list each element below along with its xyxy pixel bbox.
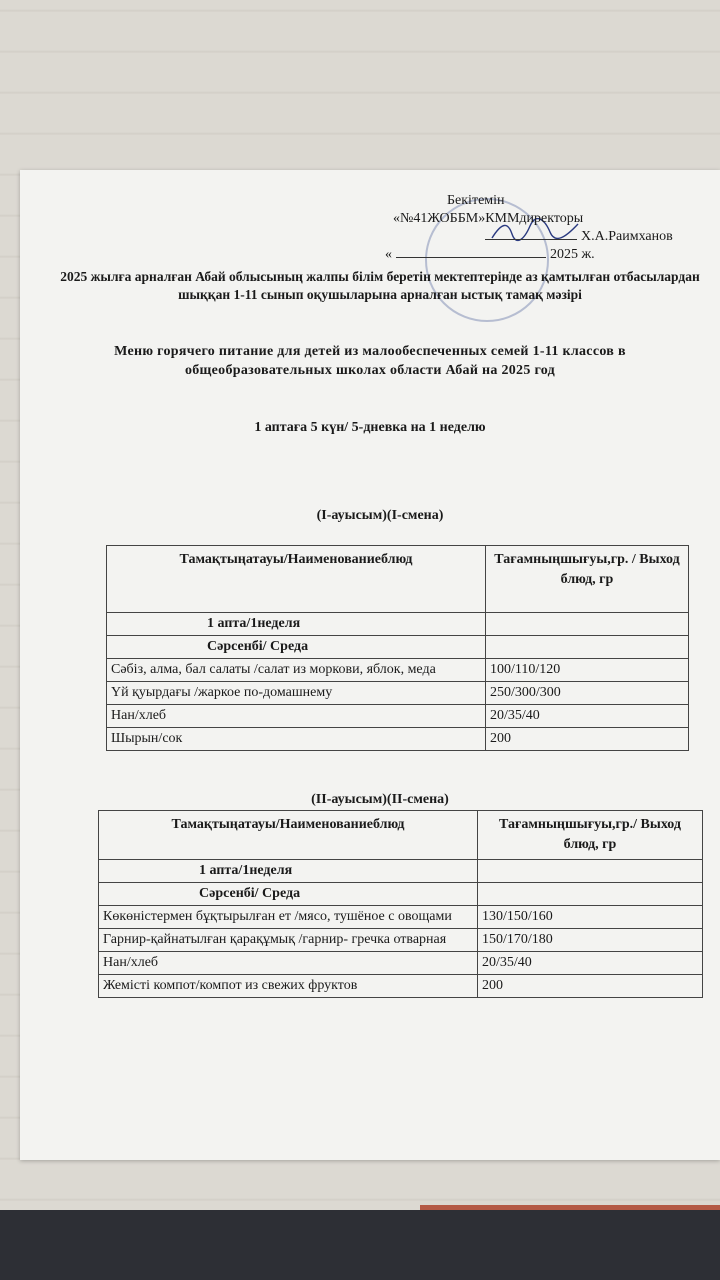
dish-yield: 20/35/40 [478,952,703,975]
dish-yield: 130/150/160 [478,906,703,929]
approval-block [385,192,715,264]
dish-yield: 200 [478,975,703,998]
dish-yield: 150/170/180 [478,929,703,952]
day-cell: Сәрсенбі/ Среда [107,636,486,659]
approval-signatory: Х.А.Раимханов [385,228,715,246]
shift1-label: (I-ауысым)(I-смена) [316,508,444,523]
dish-name: Жемісті компот/компот из свежих фруктов [99,975,478,998]
dish-yield: 200 [486,728,689,751]
header-dish-name: Тамақтыңатауы/Наименованиеблюд [99,811,478,860]
week-schedule: 1 аптаға 5 күн/ 5-дневка на 1 неделю [254,420,486,435]
header-yield: Тағамныңшығуы,гр. / Выход блюд, гр [486,546,689,613]
table-row [99,883,703,906]
week-cell: 1 апта/1неделя [99,860,478,883]
table-row [107,705,689,728]
dish-name: Үй қуырдағы /жаркое по-домашнему [107,682,486,705]
table-row [99,929,703,952]
table-row [107,613,689,636]
table-row [99,906,703,929]
date-line [396,257,546,258]
table-row [99,860,703,883]
dish-yield: 100/110/120 [486,659,689,682]
dark-foreground [0,1210,720,1280]
signature-line [485,239,577,240]
dish-name: Нан/хлеб [99,952,478,975]
approval-position: «№41ЖОББМ»КММдиректоры [393,211,584,226]
table-row [107,728,689,751]
table-row [107,659,689,682]
dish-yield: 250/300/300 [486,682,689,705]
table-header [99,811,703,860]
dish-name: Нан/хлеб [107,705,486,728]
title-kazakh: 2025 жылға арналған Абай облысының жалпы білім беретін мектептерінде аз қамтылған отбасылардан шыққан 1-11 сынып оқушыларына арналған ыстық тамақ мәзірі [60,269,700,302]
title-russian: Меню горячего питание для детей из малообеспеченных семей 1-11 классов в общеобразовательных школах области Абай на 2025 год [114,344,626,378]
dish-name: Сәбіз, алма, бал салаты /салат из моркови, яблок, меда [107,659,486,682]
dish-name: Көкөністермен бұқтырылған ет /мясо, тушёное с овощами [99,906,478,929]
menu-document [20,170,720,1160]
shift2-table [98,810,703,998]
header-yield: Тағамныңшығуы,гр./ Выход блюд, гр [478,811,703,860]
header-dish-name: Тамақтыңатауы/Наименованиеблюд [107,546,486,613]
table-row [99,975,703,998]
table-row [107,682,689,705]
dish-name: Шырын/сок [107,728,486,751]
table-row [99,952,703,975]
dish-name: Гарнир-қайнатылған қарақұмық /гарнир- гречка отварная [99,929,478,952]
table-row [107,636,689,659]
table-header [107,546,689,613]
week-cell: 1 апта/1неделя [107,613,486,636]
shift1-table [106,545,689,751]
shift2-label: (II-ауысым)(II-смена) [311,792,449,807]
day-cell: Сәрсенбі/ Среда [99,883,478,906]
approval-heading: Бекітемін [447,193,505,208]
approval-date: « 2025 ж. [385,247,595,262]
dish-yield: 20/35/40 [486,705,689,728]
